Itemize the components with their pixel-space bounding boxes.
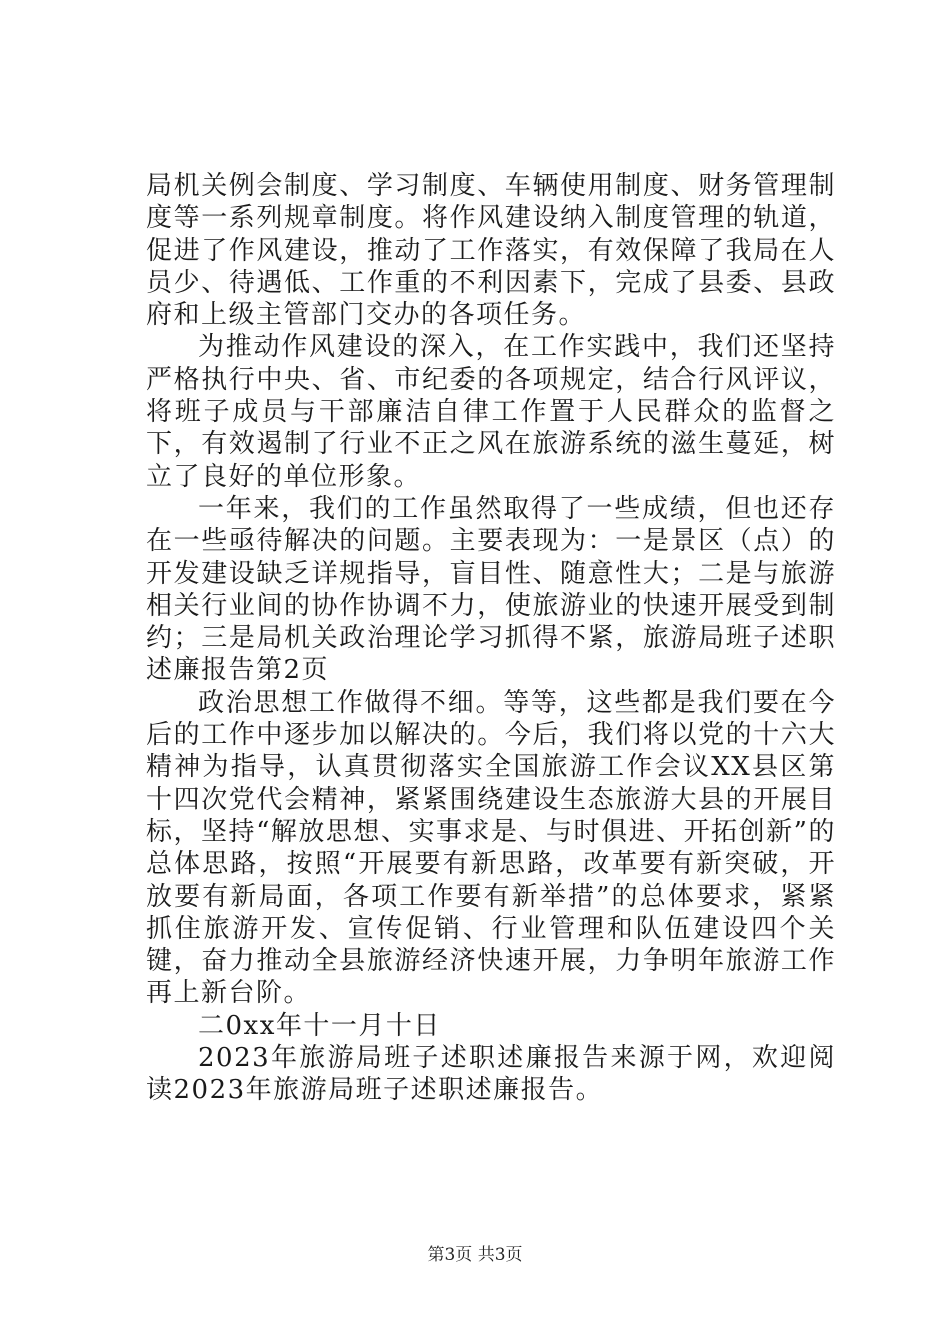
paragraph-problems: 一年来，我们的工作虽然取得了一些成绩，但也还存在一些亟待解决的问题。主要表现为：一是景区（点）的开发建设缺乏详规指导，盲目性、随意性大；二是与旅游相关行业间的协作协调不力，使旅游业的快速开展受到制约；三是局机关政治理论学习抓得不紧，旅游局班子述职述廉报告第2页 — [146, 493, 836, 686]
paragraph-rules-system: 局机关例会制度、学习制度、车辆使用制度、财务管理制度等一系列规章制度。将作风建设纳入制度管理的轨道，促进了作风建设，推动了工作落实，有效保障了我局在人员少、待遇低、工作重的不利因素下，完成了县委、县政府和上级主管部门交办的各项任务。 — [146, 171, 836, 331]
paragraph-future-plan: 政治思想工作做得不细。等等，这些都是我们要在今后的工作中逐步加以解决的。今后，我们将以党的十六大精神为指导，认真贯彻落实全国旅游工作会议XX县区第十四次党代会精神，紧紧围绕建设生态旅游大县的开展目标，坚持“解放思想、实事求是、与时俱进、开拓创新”的总体思路，按照“开展要有新思路，改革要有新突破，开放要有新局面，各项工作要有新举措”的总体要求，紧紧抓住旅游开发、宣传促销、行业管理和队伍建设四个关键，奋力推动全县旅游经济快速开展，力争明年旅游工作再上新台阶。 — [146, 687, 836, 1009]
document-date: 二0xx年十一月十日 — [198, 1010, 441, 1041]
paragraph-work-style: 为推动作风建设的深入，在工作实践中，我们还坚持严格执行中央、省、市纪委的各项规定，结合行风评议，将班子成员与干部廉洁自律工作置于人民群众的监督之下，有效遏制了行业不正之风在旅游系统的滋生蔓延，树立了良好的单位形象。 — [146, 332, 836, 492]
page-footer: 第3页 共3页 — [427, 1245, 523, 1265]
document-body — [146, 170, 836, 1107]
paragraph-source-note: 2023年旅游局班子述职述廉报告来源于网，欢迎阅读2023年旅游局班子述职述廉报告。 — [146, 1043, 836, 1106]
